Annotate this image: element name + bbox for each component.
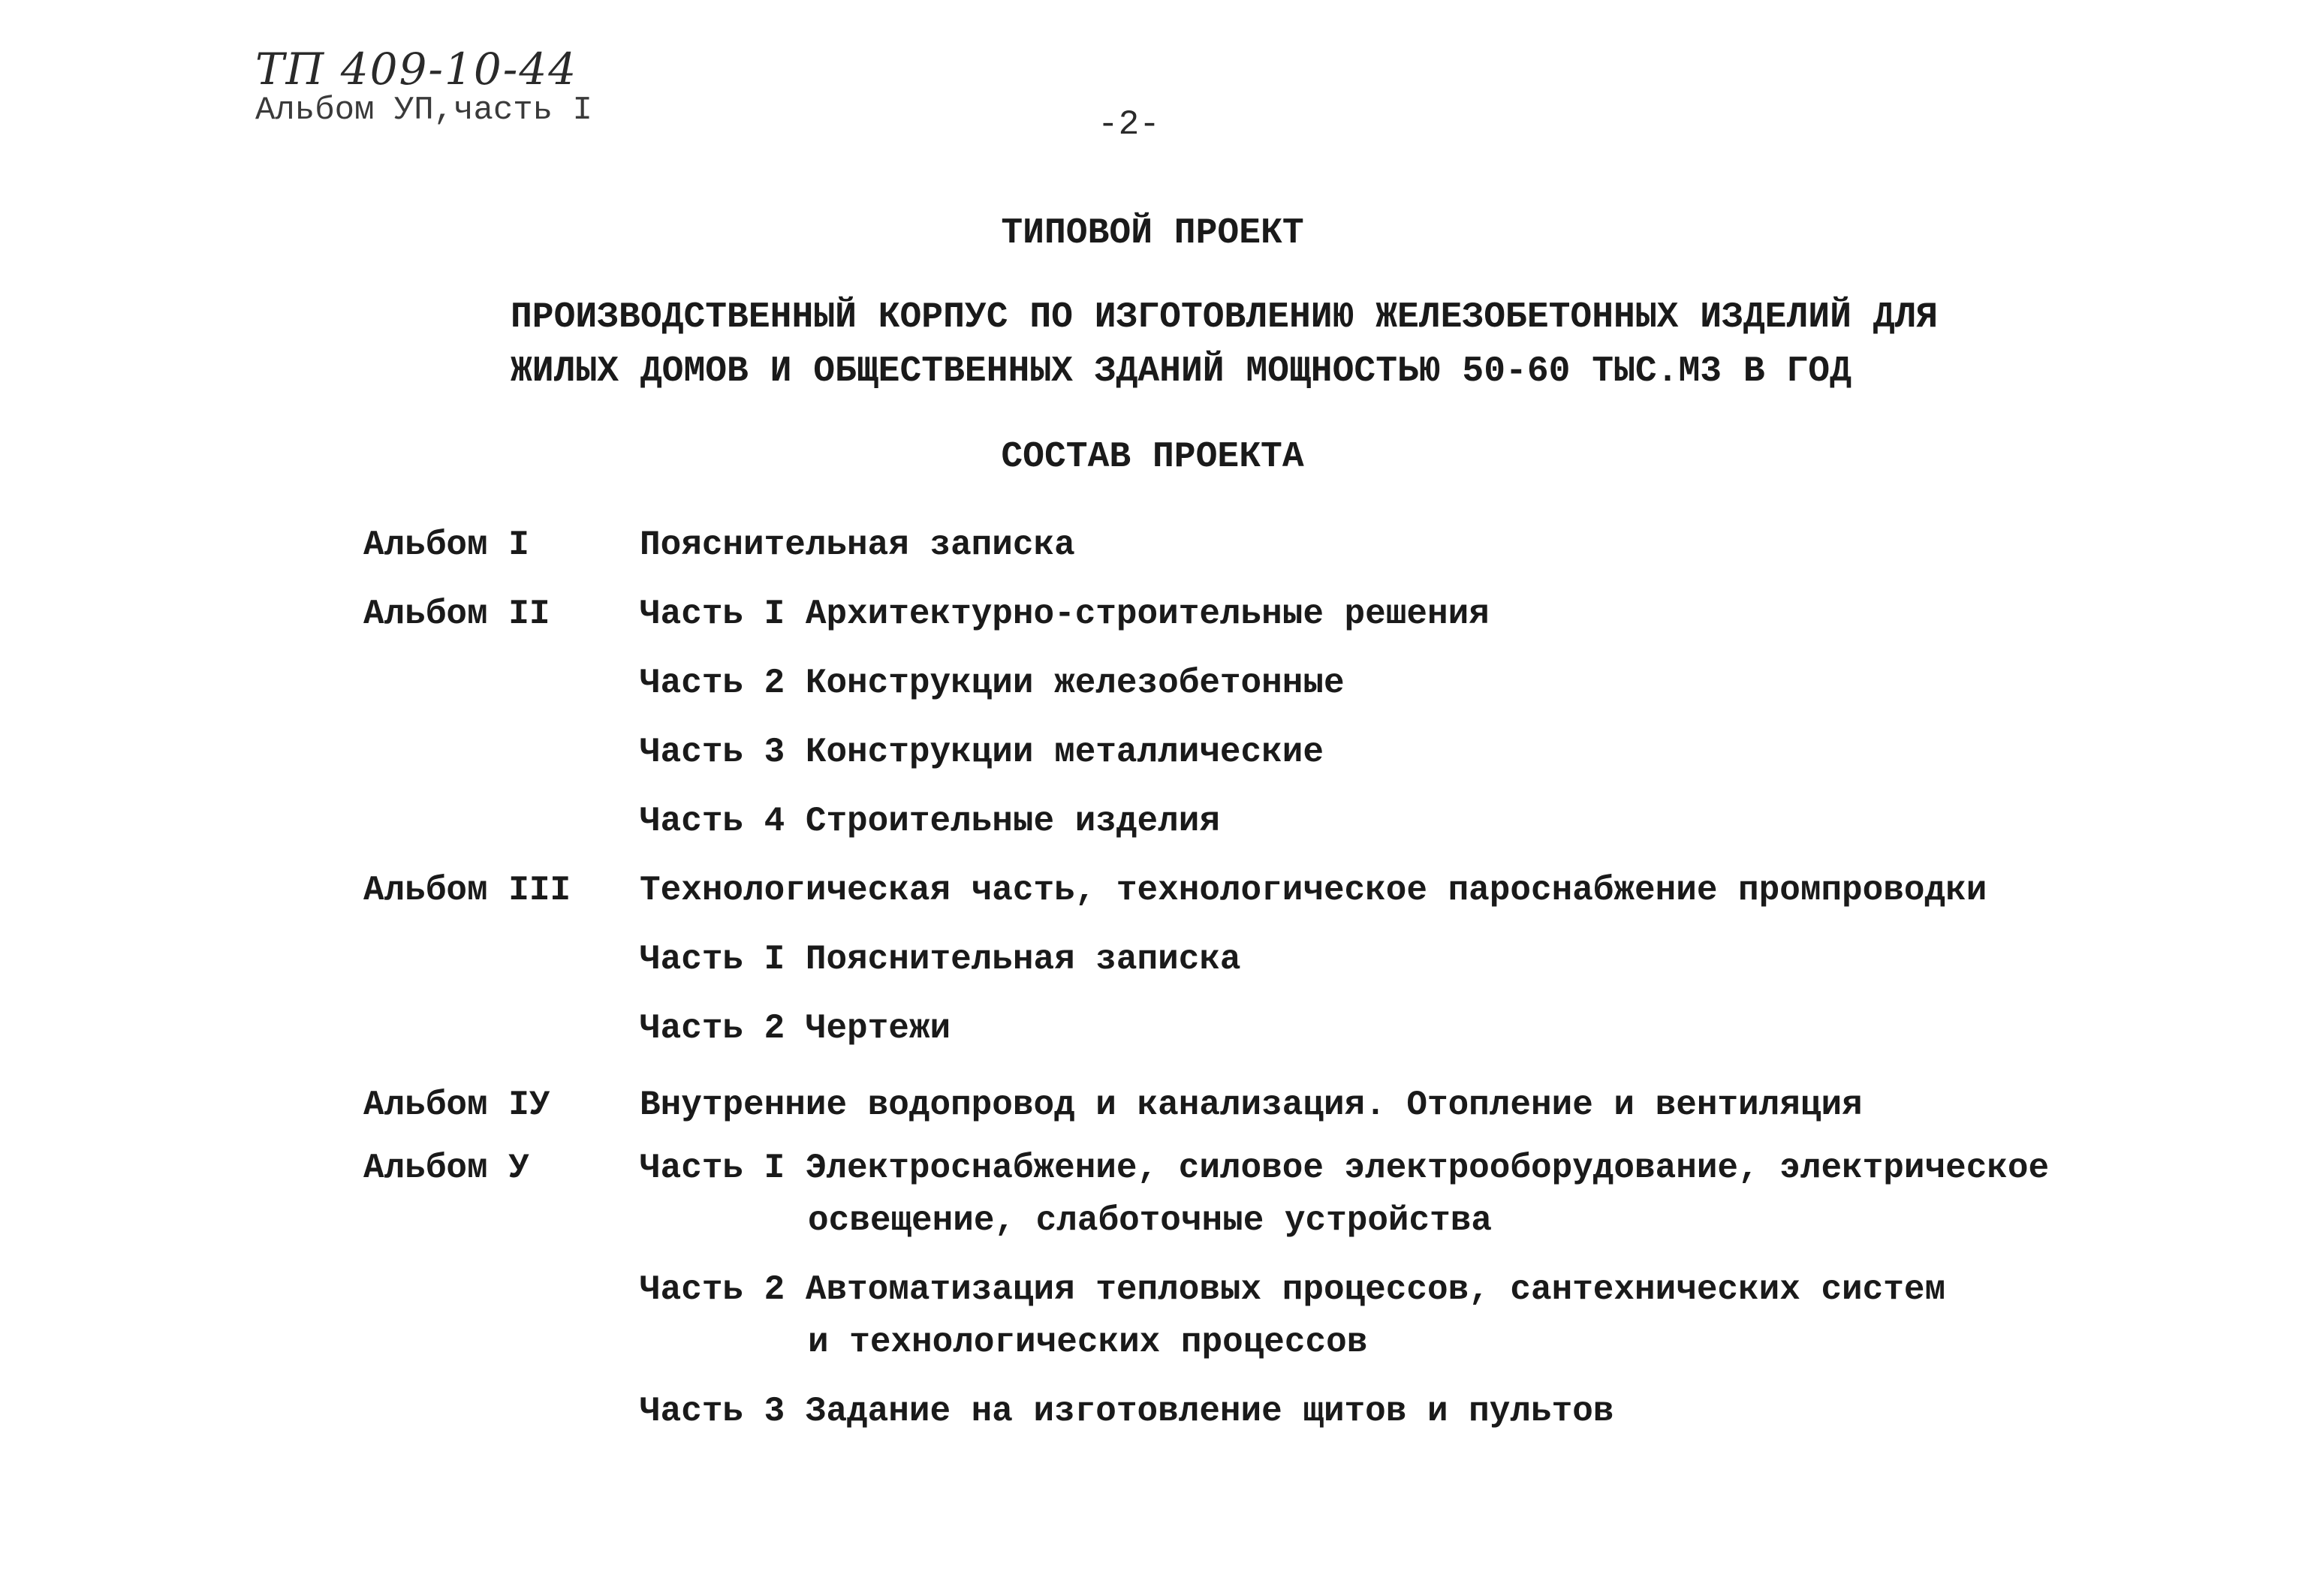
project-title-line-2: ЖИЛЫХ ДОМОВ И ОБЩЕСТВЕННЫХ ЗДАНИЙ МОЩНОСТЬЮ 50-60 ТЫС.М3 В ГОД bbox=[511, 351, 1852, 392]
album-5-label: Альбом У bbox=[363, 1149, 529, 1188]
album-3-label: Альбом III bbox=[363, 871, 571, 910]
album-2-part-1: Часть I Архитектурно-строительные решения bbox=[640, 595, 1490, 634]
album-4-label: Альбом IУ bbox=[363, 1086, 550, 1125]
album-5-part-3: Часть 3 Задание на изготовление щитов и пультов bbox=[640, 1392, 1614, 1431]
album-2-part-4: Часть 4 Строительные изделия bbox=[640, 802, 1220, 841]
project-title-line-1: ПРОИЗВОДСТВЕННЫЙ КОРПУС ПО ИЗГОТОВЛЕНИЮ ЖЕЛЕЗОБЕТОННЫХ ИЗДЕЛИЙ ДЛЯ bbox=[511, 297, 1939, 338]
album-note: Альбом УП,часть I bbox=[255, 92, 592, 129]
album-3-part-2: Часть 2 Чертежи bbox=[640, 1009, 951, 1048]
album-5-part-1-line-1: Часть I Электроснабжение, силовое электрооборудование, электрическое bbox=[640, 1149, 2050, 1188]
album-2-part-2: Часть 2 Конструкции железобетонные bbox=[640, 664, 1345, 703]
album-2-part-3: Часть 3 Конструкции металлические bbox=[640, 733, 1324, 772]
album-2-label: Альбом II bbox=[363, 595, 550, 634]
document-heading: ТИПОВОЙ ПРОЕКТ bbox=[1001, 213, 1304, 254]
section-heading: СОСТАВ ПРОЕКТА bbox=[1001, 437, 1304, 477]
album-3-part-1: Часть I Пояснительная записка bbox=[640, 940, 1241, 979]
page-number: -2- bbox=[1098, 105, 1160, 144]
album-5-part-2-line-1: Часть 2 Автоматизация тепловых процессов, сантехнических систем bbox=[640, 1270, 1946, 1309]
album-5-part-2-line-2: и технологических процессов bbox=[808, 1323, 1368, 1362]
album-3-description: Технологическая часть, технологическое пароснабжение промпроводки bbox=[640, 871, 1987, 910]
album-4-description: Внутренние водопровод и канализация. Отопление и вентиляция bbox=[640, 1086, 1863, 1125]
handwritten-project-number: ТП 409-10-44 bbox=[255, 44, 578, 95]
album-1-label: Альбом I bbox=[363, 525, 529, 565]
album-1-description: Пояснительная записка bbox=[640, 525, 1075, 565]
album-5-part-1-line-2: освещение, слаботочные устройства bbox=[808, 1201, 1492, 1240]
